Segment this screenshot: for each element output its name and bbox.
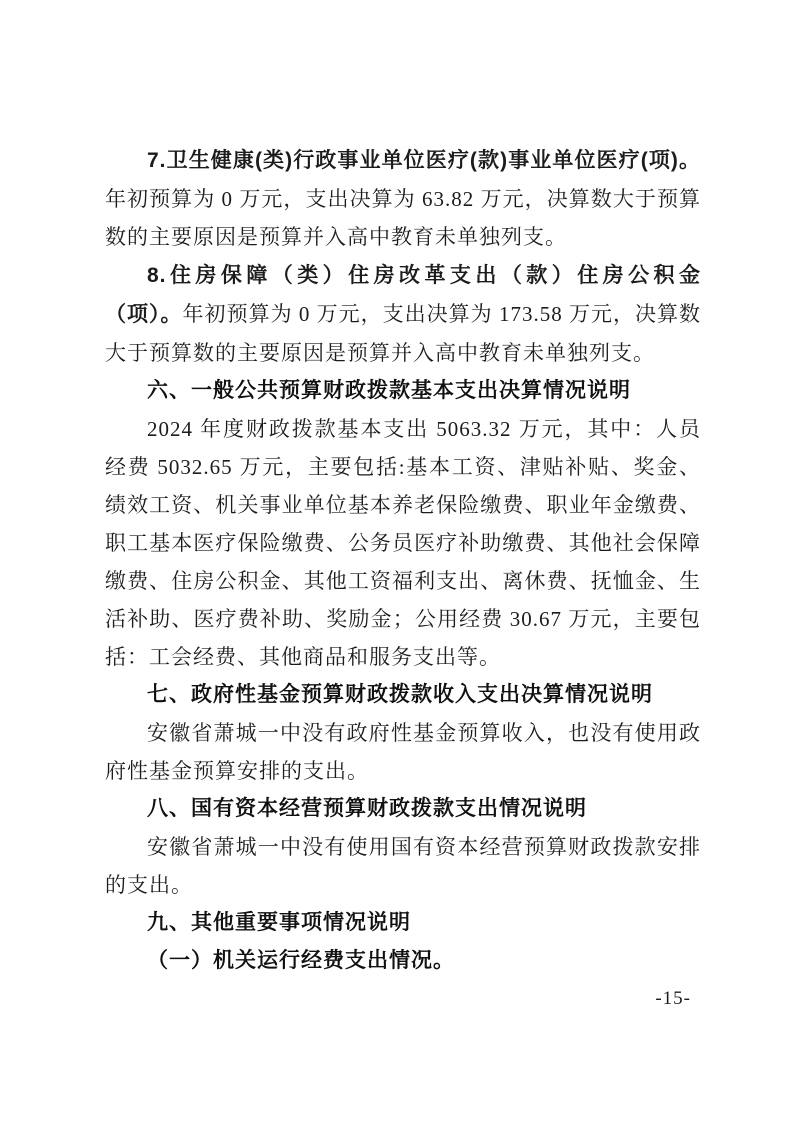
section-heading-eight: 八、国有资本经营预算财政拨款支出情况说明 bbox=[147, 797, 587, 820]
paragraph-item-7 bbox=[105, 141, 701, 256]
section-heading-seven: 七、政府性基金预算财政拨款收入支出决算情况说明 bbox=[147, 683, 653, 706]
page-number: -15- bbox=[655, 988, 691, 1009]
paragraph-state-capital: 安徽省萧城一中没有使用国有资本经营预算财政拨款安排的支出。 bbox=[105, 835, 701, 897]
paragraph-basic-expenditure: 2024 年度财政拨款基本支出 5063.32 万元，其中：人员经费 5032.65 万元，主要包括:基本工资、津贴补贴、奖金、绩效工资、机关事业单位基本养老保险缴费、职业年金缴费、职工基本医疗保险缴费、公务员医疗补助缴费、其他社会保障缴费、住房公积金、其他工资福利支出、离休费、抚恤金、生活补助、医疗费补助、奖励金；公用经费 30.67 万元，主要包括：工会经费、其他商品和服务支出等。 bbox=[105, 417, 701, 669]
item-8-lead-sentence: 8.住房保障（类）住房改革支出（款）住房公积金（项）。 bbox=[105, 264, 701, 326]
page-content bbox=[105, 141, 701, 980]
paragraph-government-fund: 安徽省萧城一中没有政府性基金预算收入，也没有使用政府性基金预算安排的支出。 bbox=[105, 721, 701, 783]
section-heading-nine: 九、其他重要事项情况说明 bbox=[147, 911, 411, 934]
item-8-body-text: 年初预算为 0 万元，支出决算为 173.58 万元，决算数大于预算数的主要原因是预算并入高中教育未单独列支。 bbox=[105, 302, 702, 365]
section-heading-six: 六、一般公共预算财政拨款基本支出决算情况说明 bbox=[147, 379, 631, 402]
item-7-lead-sentence: 7.卫生健康(类)行政事业单位医疗(款)事业单位医疗(项)。 bbox=[147, 149, 701, 172]
item-7-body-text: 年初预算为 0 万元，支出决算为 63.82 万元，决算数大于预算数的主要原因是预算并入高中教育未单独列支。 bbox=[105, 187, 701, 249]
paragraph-item-8 bbox=[105, 256, 701, 372]
subsection-heading-one: （一）机关运行经费支出情况。 bbox=[147, 949, 455, 972]
